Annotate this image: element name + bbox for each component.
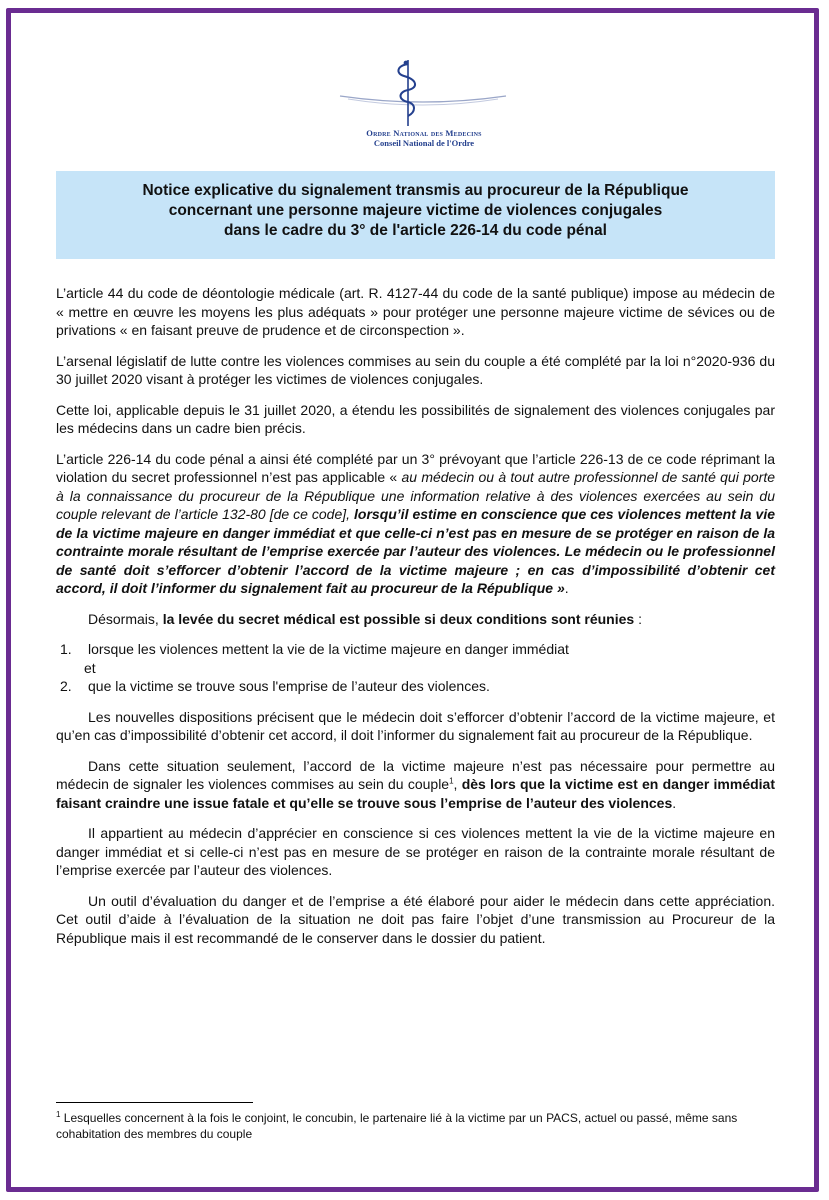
paragraph-loi: Cette loi, applicable depuis le 31 juillet 2020, a étendu les possibilités de signalement des violences conjugales par les médecins dans un cadre bien précis. xyxy=(56,401,775,436)
ordre-medecins-logo xyxy=(338,56,508,151)
footnote-separator xyxy=(56,1102,253,1103)
paragraph-arsenal: L’arsenal législatif de lutte contre les violences commises au sein du couple a été complété par la loi n°2020-936 du 30 juillet 2020 visant à protéger les victimes de violences conjugales. xyxy=(56,352,775,387)
paragraph-article-226-14: L’article 226-14 du code pénal a ainsi été complété par un 3° prévoyant que l’article 226-13 de ce code réprimant la violation du secret professionnel n’est pas applicable « au médecin ou à tout autre professionnel de santé qui porte à la connaissance du procureur de la République une information relative à des violences exercées au sein du couple relevant de l’article 132-80 [de ce code], lorsqu’il estime en conscience que ces violences mettent la vie de la victime majeure en danger immédiat et que celle-ci n’est pas en mesure de se protéger en raison de la contrainte morale résultant de l’emprise exercée par l’auteur des violences. Le médecin ou le professionnel de santé doit s’efforcer d’obtenir l’accord de la victime majeure ; en cas d’impossibilité d’obtenir cet accord, il doit l’informer du signalement fait au procureur de la République ». xyxy=(56,450,775,596)
list-connector: et xyxy=(84,659,96,676)
paragraph-apprecier: Il appartient au médecin d’apprécier en conscience si ces violences mettent la vie de la victime majeure en danger immédiat et si celle-ci n’est pas en mesure de se protéger en raison de la contrainte morale résultant de l’emprise exercée par l’auteur des violences. xyxy=(56,825,775,878)
org-subname: Conseil National de l'Ordre xyxy=(373,138,475,148)
conditions-list xyxy=(56,640,775,696)
footnote: $^1$ Lesquelles concernent à la fois le conjoint, le concubin, le partenaire lié à la victime par un PACS, actuel ou passé, même sans cohabitation des membres du couple xyxy=(56,1110,738,1141)
org-name: Ordre National des Medecins xyxy=(366,128,482,138)
paragraph-dispositions: Les nouvelles dispositions précisent que le médecin doit s’efforcer d’obtenir l’accord de la victime majeure, et qu’en cas d’impossibilité d’obtenir cet accord, il doit l’informer du signalement fait au procureur de la République. xyxy=(56,708,775,743)
paragraph-article-44: L’article 44 du code de déontologie médicale (art. R. 4127-44 du code de la santé publique) impose au médecin de « mettre en œuvre les moyens les plus adéquats » pour protéger une personne majeure victime de sévices ou de privations « en faisant preuve de prudence et de circonspection ». xyxy=(56,285,775,338)
document-body xyxy=(56,284,775,959)
title-box xyxy=(56,171,775,259)
paragraph-situation: Dans cette situation seulement, l’accord de la victime majeure n’est pas nécessaire pour permettre au médecin de signaler les violences commises au sein du couple$^1$, dès lors que la victime est en danger immédiat faisant craindre une issue fatale et qu’elle se trouve sous l’emprise de l’auteur des violences. xyxy=(56,757,775,811)
title-line-2: concernant une personne majeure victime de violences conjugales xyxy=(168,202,663,219)
caduceus-icon xyxy=(338,56,508,128)
paragraph-outil: Un outil d’évaluation du danger et de l’emprise a été élaboré pour aider le médecin dans cette appréciation. Cet outil d’aide à l’évaluation de la situation ne doit pas faire l’objet d’une transmission au Procureur de la République mais il est recommandé de le conserver dans le dossier du patient. xyxy=(56,892,775,946)
paragraph-desormais: Désormais, la levée du secret médical est possible si deux conditions sont réunies : xyxy=(88,610,642,627)
title-line-3: dans le cadre du 3° de l'article 226-14 du code pénal xyxy=(224,222,607,239)
list-item: 2. que la victime se trouve sous l'emprise de l’auteur des violences. xyxy=(60,678,490,694)
list-item: 1. lorsque les violences mettent la vie de la victime majeure en danger immédiat xyxy=(60,641,569,657)
title-line-1: Notice explicative du signalement transmis au procureur de la République xyxy=(142,182,689,199)
